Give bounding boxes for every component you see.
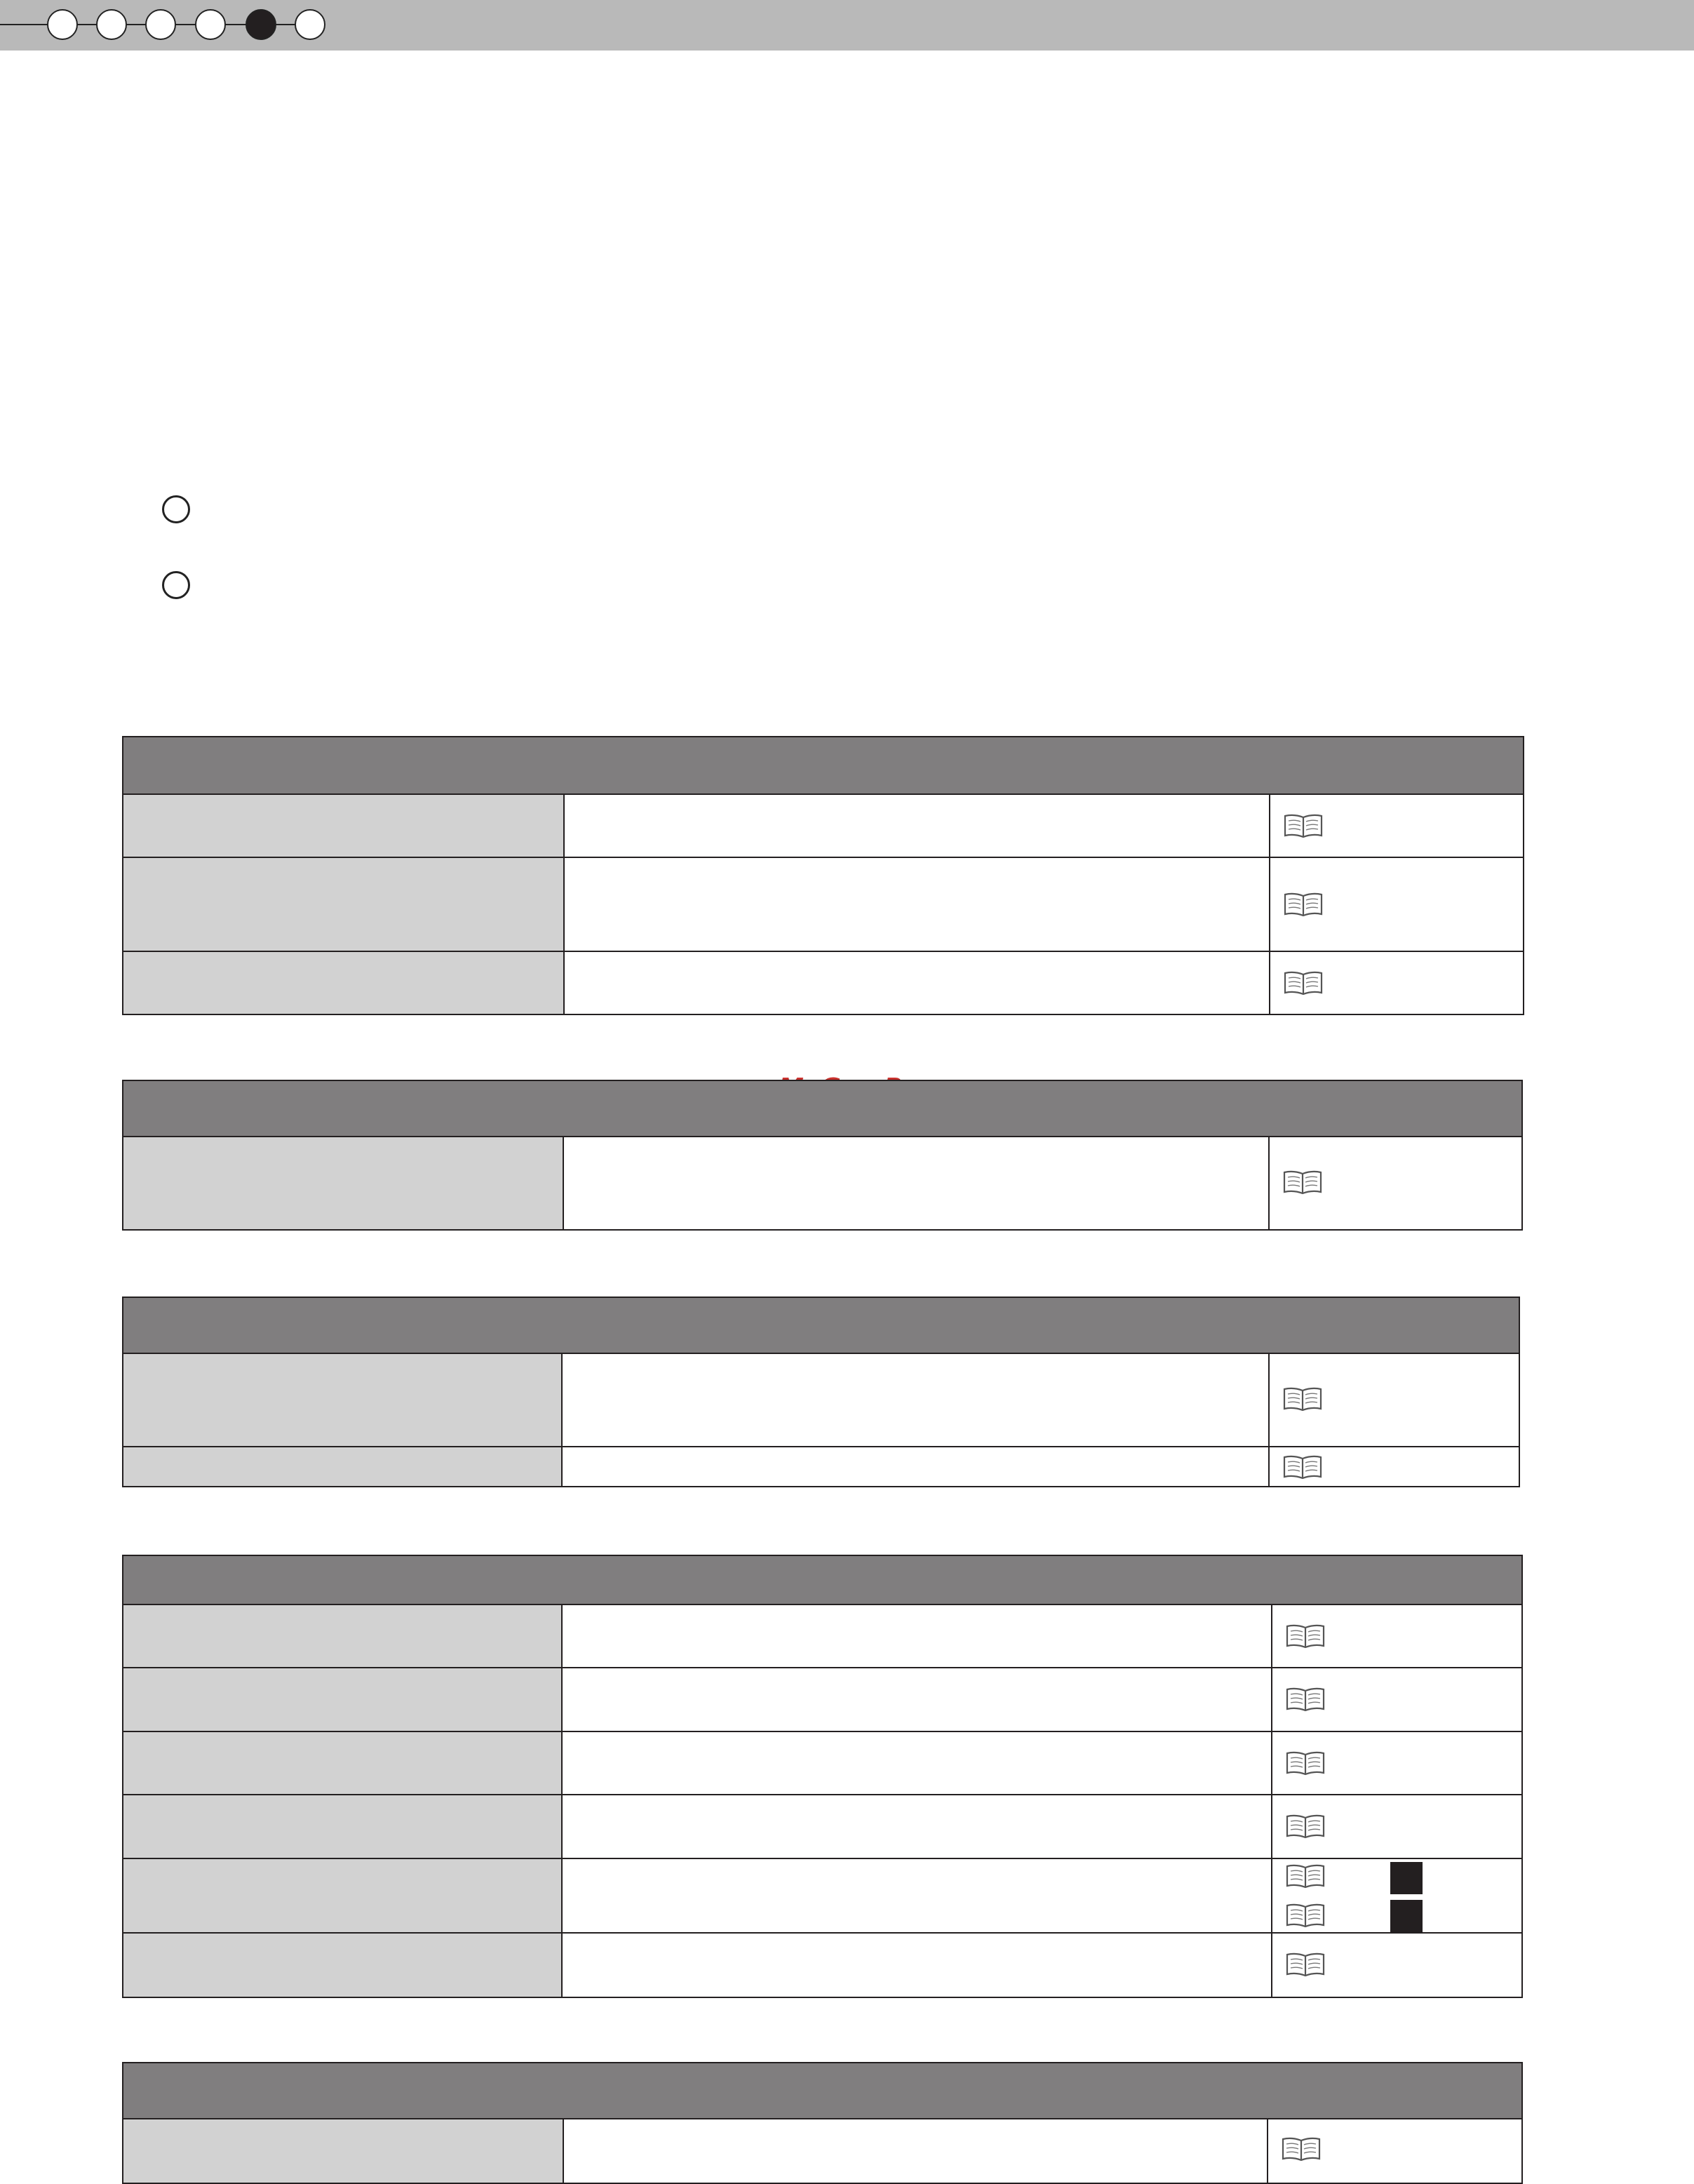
row-label-cell [123, 1354, 563, 1446]
reference-table-1 [122, 736, 1524, 1015]
step-indicator-1 [47, 9, 78, 40]
row-description-cell [563, 1934, 1272, 1997]
row-label-cell [123, 1934, 563, 1997]
book-icon [1285, 1814, 1326, 1839]
step-indicator-5-active [246, 9, 276, 40]
table-row [123, 1795, 1521, 1859]
table-row [123, 1859, 1521, 1934]
book-icon [1282, 1386, 1323, 1412]
row-description-cell [563, 1668, 1272, 1731]
table-row [123, 795, 1523, 858]
table-row [123, 858, 1523, 952]
book-icon [1283, 813, 1324, 838]
row-label-cell [123, 1668, 563, 1731]
row-page-cell [1272, 1668, 1521, 1731]
book-icon [1283, 970, 1324, 996]
row-label-cell [123, 1732, 563, 1794]
table-row [123, 1137, 1521, 1229]
row-page-cell [1272, 1605, 1521, 1667]
row-description-cell [564, 2119, 1268, 2183]
book-icon [1285, 1863, 1326, 1889]
table-row [123, 1668, 1521, 1732]
table-row [123, 1354, 1519, 1447]
row-label-cell [123, 795, 565, 857]
row-page-cell [1268, 2119, 1521, 2183]
table-header [123, 1081, 1521, 1137]
book-icon [1285, 1623, 1326, 1649]
table-row [123, 1732, 1521, 1795]
row-page-cell [1270, 1354, 1519, 1446]
row-description-cell [565, 952, 1270, 1014]
table-row [123, 1605, 1521, 1668]
table-header [123, 1298, 1519, 1354]
reference-table-2 [122, 1080, 1523, 1231]
row-description-cell [565, 795, 1270, 857]
book-icon [1285, 1903, 1326, 1928]
row-description-cell [563, 1605, 1272, 1667]
reference-table-3 [122, 1297, 1520, 1487]
reference-table-5 [122, 2062, 1523, 2184]
book-icon [1283, 892, 1324, 917]
book-icon [1281, 2136, 1322, 2162]
row-page-cell [1270, 1137, 1521, 1229]
reference-table-4 [122, 1555, 1523, 1998]
bullet-circle-1 [162, 495, 190, 523]
row-label-cell [123, 952, 565, 1014]
table-row [123, 952, 1523, 1014]
table-row [123, 1447, 1519, 1486]
row-page-cell [1270, 1447, 1519, 1486]
table-row [123, 1934, 1521, 1997]
step-indicator-2 [96, 9, 127, 40]
bullet-circle-2 [162, 571, 190, 599]
table-row [123, 2119, 1521, 2183]
row-description-cell [563, 1732, 1272, 1794]
row-page-cell [1272, 1732, 1521, 1794]
table-header [123, 1556, 1521, 1605]
book-icon [1282, 1170, 1323, 1195]
row-page-cell [1270, 858, 1523, 951]
row-label-cell [123, 1447, 563, 1486]
row-label-cell [123, 1795, 563, 1858]
row-page-cell [1270, 795, 1523, 857]
row-description-cell [565, 858, 1270, 951]
row-label-cell [123, 1605, 563, 1667]
row-page-cell [1272, 1795, 1521, 1858]
top-step-bar [0, 0, 1694, 51]
black-square-marker [1390, 1900, 1423, 1932]
row-description-cell [564, 1137, 1270, 1229]
row-description-cell [563, 1447, 1270, 1486]
row-description-cell [563, 1795, 1272, 1858]
book-icon [1285, 1687, 1326, 1712]
table-header [123, 737, 1523, 795]
row-page-cell [1272, 1859, 1521, 1932]
row-description-cell [563, 1859, 1272, 1932]
book-icon [1285, 1952, 1326, 1977]
step-indicator-3 [145, 9, 176, 40]
step-indicator-6 [295, 9, 325, 40]
row-page-cell [1270, 952, 1523, 1014]
row-page-cell [1272, 1934, 1521, 1997]
step-indicator-4 [195, 9, 226, 40]
book-icon [1285, 1750, 1326, 1776]
row-label-cell [123, 1137, 564, 1229]
row-label-cell [123, 1859, 563, 1932]
table-header [123, 2063, 1521, 2119]
row-description-cell [563, 1354, 1270, 1446]
book-icon [1282, 1454, 1323, 1480]
black-square-marker [1390, 1862, 1423, 1894]
row-label-cell [123, 858, 565, 951]
row-label-cell [123, 2119, 564, 2183]
